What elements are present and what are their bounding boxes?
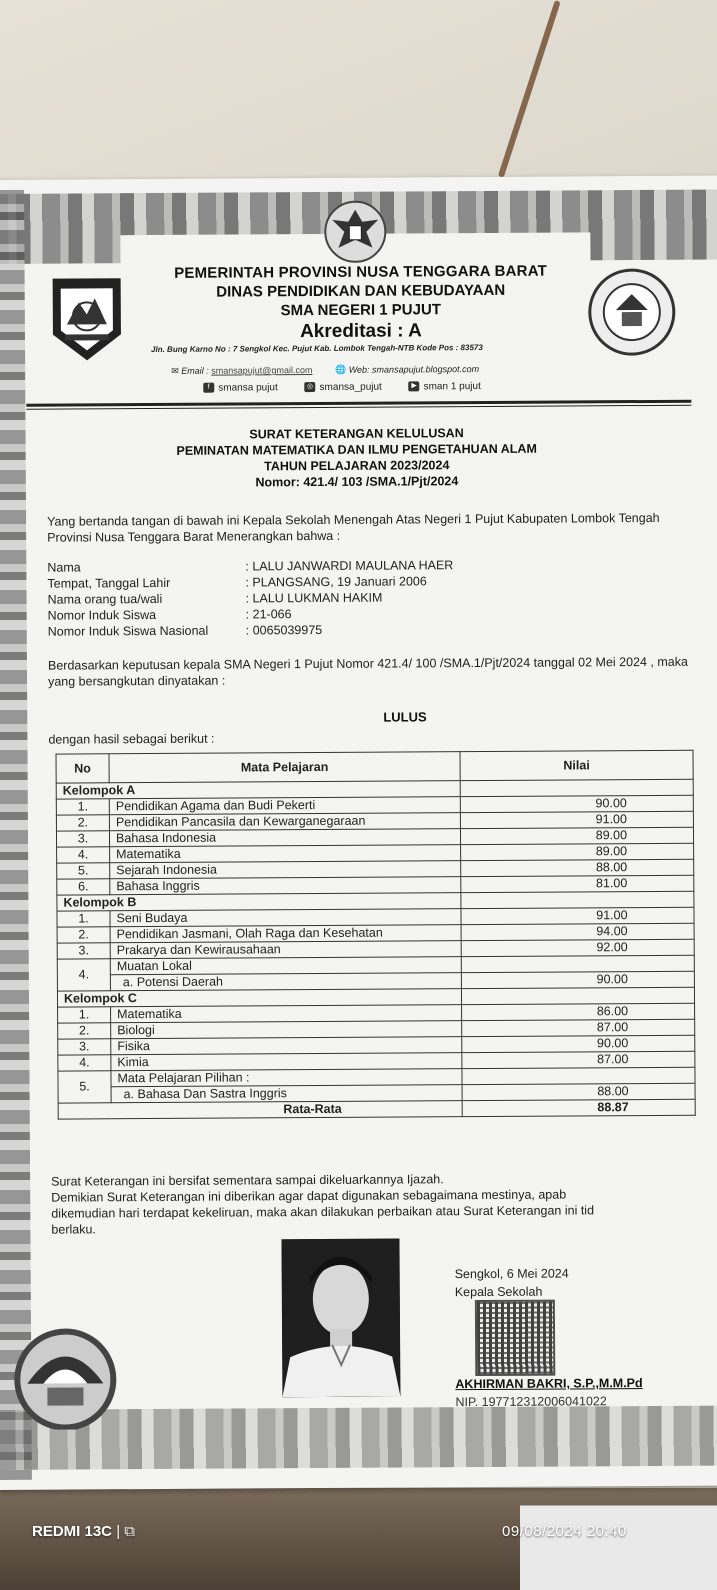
social-links — [203, 381, 505, 394]
table-row: 3. Prakarya dan Kewirausahaan 92.00 — [57, 939, 694, 959]
garuda-emblem-icon — [320, 200, 390, 264]
signature-block — [455, 1374, 642, 1411]
table-row: 2. Pendidikan Pancasila dan Kewarganegaraan 91.00 — [56, 811, 693, 831]
table-row: 5. Mata Pelajaran Pilihan : — [58, 1067, 695, 1087]
signer-name: AKHIRMAN BAKRI, S.P.,M.M.Pd — [455, 1376, 643, 1392]
school-stamp-icon — [5, 1319, 126, 1430]
table-row: a. Potensi Daerah 90.00 — [57, 971, 694, 991]
place-date: Sengkol, 6 Mei 2024 — [454, 1266, 569, 1282]
table-row: 3. Fisika 90.00 — [58, 1035, 695, 1055]
table-row: 4. Matematika 89.00 — [57, 843, 694, 863]
result-status: LULUS — [383, 709, 427, 725]
header-subject: Mata Pelajaran — [109, 752, 460, 783]
school-address: Jln. Bung Karno No : 7 Sengkol Kec. Pujut Kab. Lombok Tengah-NTB Kode Pos : 83573 — [151, 342, 483, 355]
header-no: No — [56, 754, 109, 783]
header-score: Nilai — [460, 750, 693, 780]
result-intro: dengan hasil sebagai berikut : — [48, 731, 215, 747]
table-header-row — [56, 750, 693, 783]
signature-place-date — [455, 1264, 569, 1301]
average-label: Rata-Rata — [58, 1101, 462, 1119]
ornament-border-left — [0, 190, 32, 1480]
average-score: 88.87 — [462, 1099, 695, 1116]
table-row: 1. Seni Budaya 91.00 — [57, 907, 694, 927]
signer-nip: NIP. 197712312006041022 — [455, 1394, 607, 1410]
student-photo — [281, 1239, 400, 1398]
identity-row: Tempat, Tanggal Lahir : PLANGSANG, 19 Januari 2006 — [47, 574, 427, 591]
camera-lens-icon: ⧉ — [124, 1523, 135, 1540]
title-line-3: TAHUN PELAJARAN 2023/2024 — [264, 458, 450, 474]
youtube-handle[interactable]: sman 1 pujut — [423, 381, 481, 393]
group-row: Kelompok C — [57, 987, 694, 1007]
identity-row: Nomor Induk Siswa Nasional : 0065039975 — [47, 622, 323, 639]
email-link[interactable]: smansapujut@gmail.com — [211, 365, 313, 376]
title-line-2: PEMINATAN MATEMATIKA DAN ILMU PENGETAHUAN ALAM — [176, 441, 537, 458]
youtube-icon: ▶ — [409, 382, 420, 392]
table-row: 2. Biologi 87.00 — [58, 1019, 695, 1039]
identity-row: Nomor Induk Siswa : 21-066 — [47, 607, 292, 623]
document-sheet — [0, 175, 717, 1489]
table-row: 1. Pendidikan Agama dan Budi Pekerti 90.00 — [56, 795, 693, 815]
document-number: Nomor: 421.4/ 103 /SMA.1/Pjt/2024 — [255, 474, 459, 490]
letterhead-school: SMA NEGERI 1 PUJUT — [280, 301, 442, 320]
email-label: Email : — [181, 365, 209, 376]
closing-notes — [51, 1170, 716, 1238]
group-row: Kelompok A — [56, 779, 693, 799]
background-crack — [498, 0, 561, 178]
note-closing-2: dikemudian hari terdapat kekeliruan, maka akan dilakukan perbaikan atau Surat Keterangan ini tid — [51, 1203, 595, 1221]
letterhead-accreditation: Akreditasi : A — [299, 320, 422, 343]
camera-watermark-datetime: 09/08/2024 20:40 — [502, 1523, 627, 1540]
qr-code-icon — [475, 1300, 555, 1376]
group-row: Kelompok B — [57, 891, 694, 911]
identity-row: Nama orang tua/wali : LALU LUKMAN HAKIM — [47, 590, 383, 607]
instagram-icon: ◎ — [305, 382, 316, 392]
letterhead — [141, 262, 581, 344]
signer-position: Kepala Sekolah — [454, 1284, 543, 1300]
average-row — [58, 1099, 695, 1119]
note-temporary: Surat Keterangan ini bersifat sementara sampai dikeluarkannya Ijazah. — [51, 1172, 444, 1189]
camera-watermark-device: REDMI 13C | ⧉ — [32, 1523, 135, 1540]
background-paper — [520, 1505, 717, 1590]
table-row: 2. Pendidikan Jasmani, Olah Raga dan Kesehatan 94.00 — [57, 923, 694, 943]
letterhead-department: DINAS PENDIDIKAN DAN KEBUDAYAAN — [216, 281, 506, 301]
table-row: 4. Kimia 87.00 — [58, 1051, 695, 1071]
table-row: 4. Muatan Lokal — [57, 955, 694, 975]
instagram-handle[interactable]: smansa_pujut — [319, 381, 382, 393]
student-identity — [47, 556, 687, 640]
facebook-handle[interactable]: smansa pujut — [218, 382, 278, 394]
globe-icon: 🌐 — [334, 364, 347, 375]
mail-icon: ✉ — [171, 365, 179, 376]
grades-table — [56, 750, 696, 1120]
letterhead-government: PEMERINTAH PROVINSI NUSA TENGGARA BARAT — [174, 262, 548, 282]
intro-paragraph: Yang bertanda tangan di bawah ini Kepala Sekolah Menengah Atas Negeri 1 Pujut Kabupaten Lombok Tengah Provinsi Nusa Tenggara Barat Menerangkan bahwa : — [47, 510, 660, 545]
table-row: 1. Matematika 86.00 — [58, 1003, 695, 1023]
note-closing-3: berlaku. — [51, 1222, 96, 1237]
ntb-province-logo-icon — [49, 274, 126, 362]
table-row: 3. Bahasa Indonesia 89.00 — [56, 827, 693, 847]
table-row: a. Bahasa Dan Sastra Inggris 88.00 — [58, 1083, 695, 1103]
title-line-1: SURAT KETERANGAN KELULUSAN — [249, 426, 464, 442]
table-row: 5. Sejarah Indonesia 88.00 — [57, 859, 694, 879]
table-row: 6. Bahasa Inggris 81.00 — [57, 875, 694, 895]
identity-row: Nama : LALU JANWARDI MAULANA HAER — [47, 558, 454, 575]
contact-line — [171, 364, 479, 377]
note-closing-1: Demikian Surat Keterangan ini diberikan agar dapat digunakan sebagaimana mestinya, apab — [51, 1187, 567, 1205]
facebook-icon: f — [203, 383, 214, 393]
decision-paragraph: Berdasarkan keputusan kepala SMA Negeri 1 Pujut Nomor 421.4/ 100 /SMA.1/Pjt/2024 tanggal 02 Mei 2024 , maka yang bersangkutan dinyatakan : — [47, 654, 688, 689]
school-seal-icon — [586, 266, 679, 359]
website-link[interactable]: Web: smansapujut.blogspot.com — [348, 364, 480, 375]
document-title — [122, 424, 592, 491]
